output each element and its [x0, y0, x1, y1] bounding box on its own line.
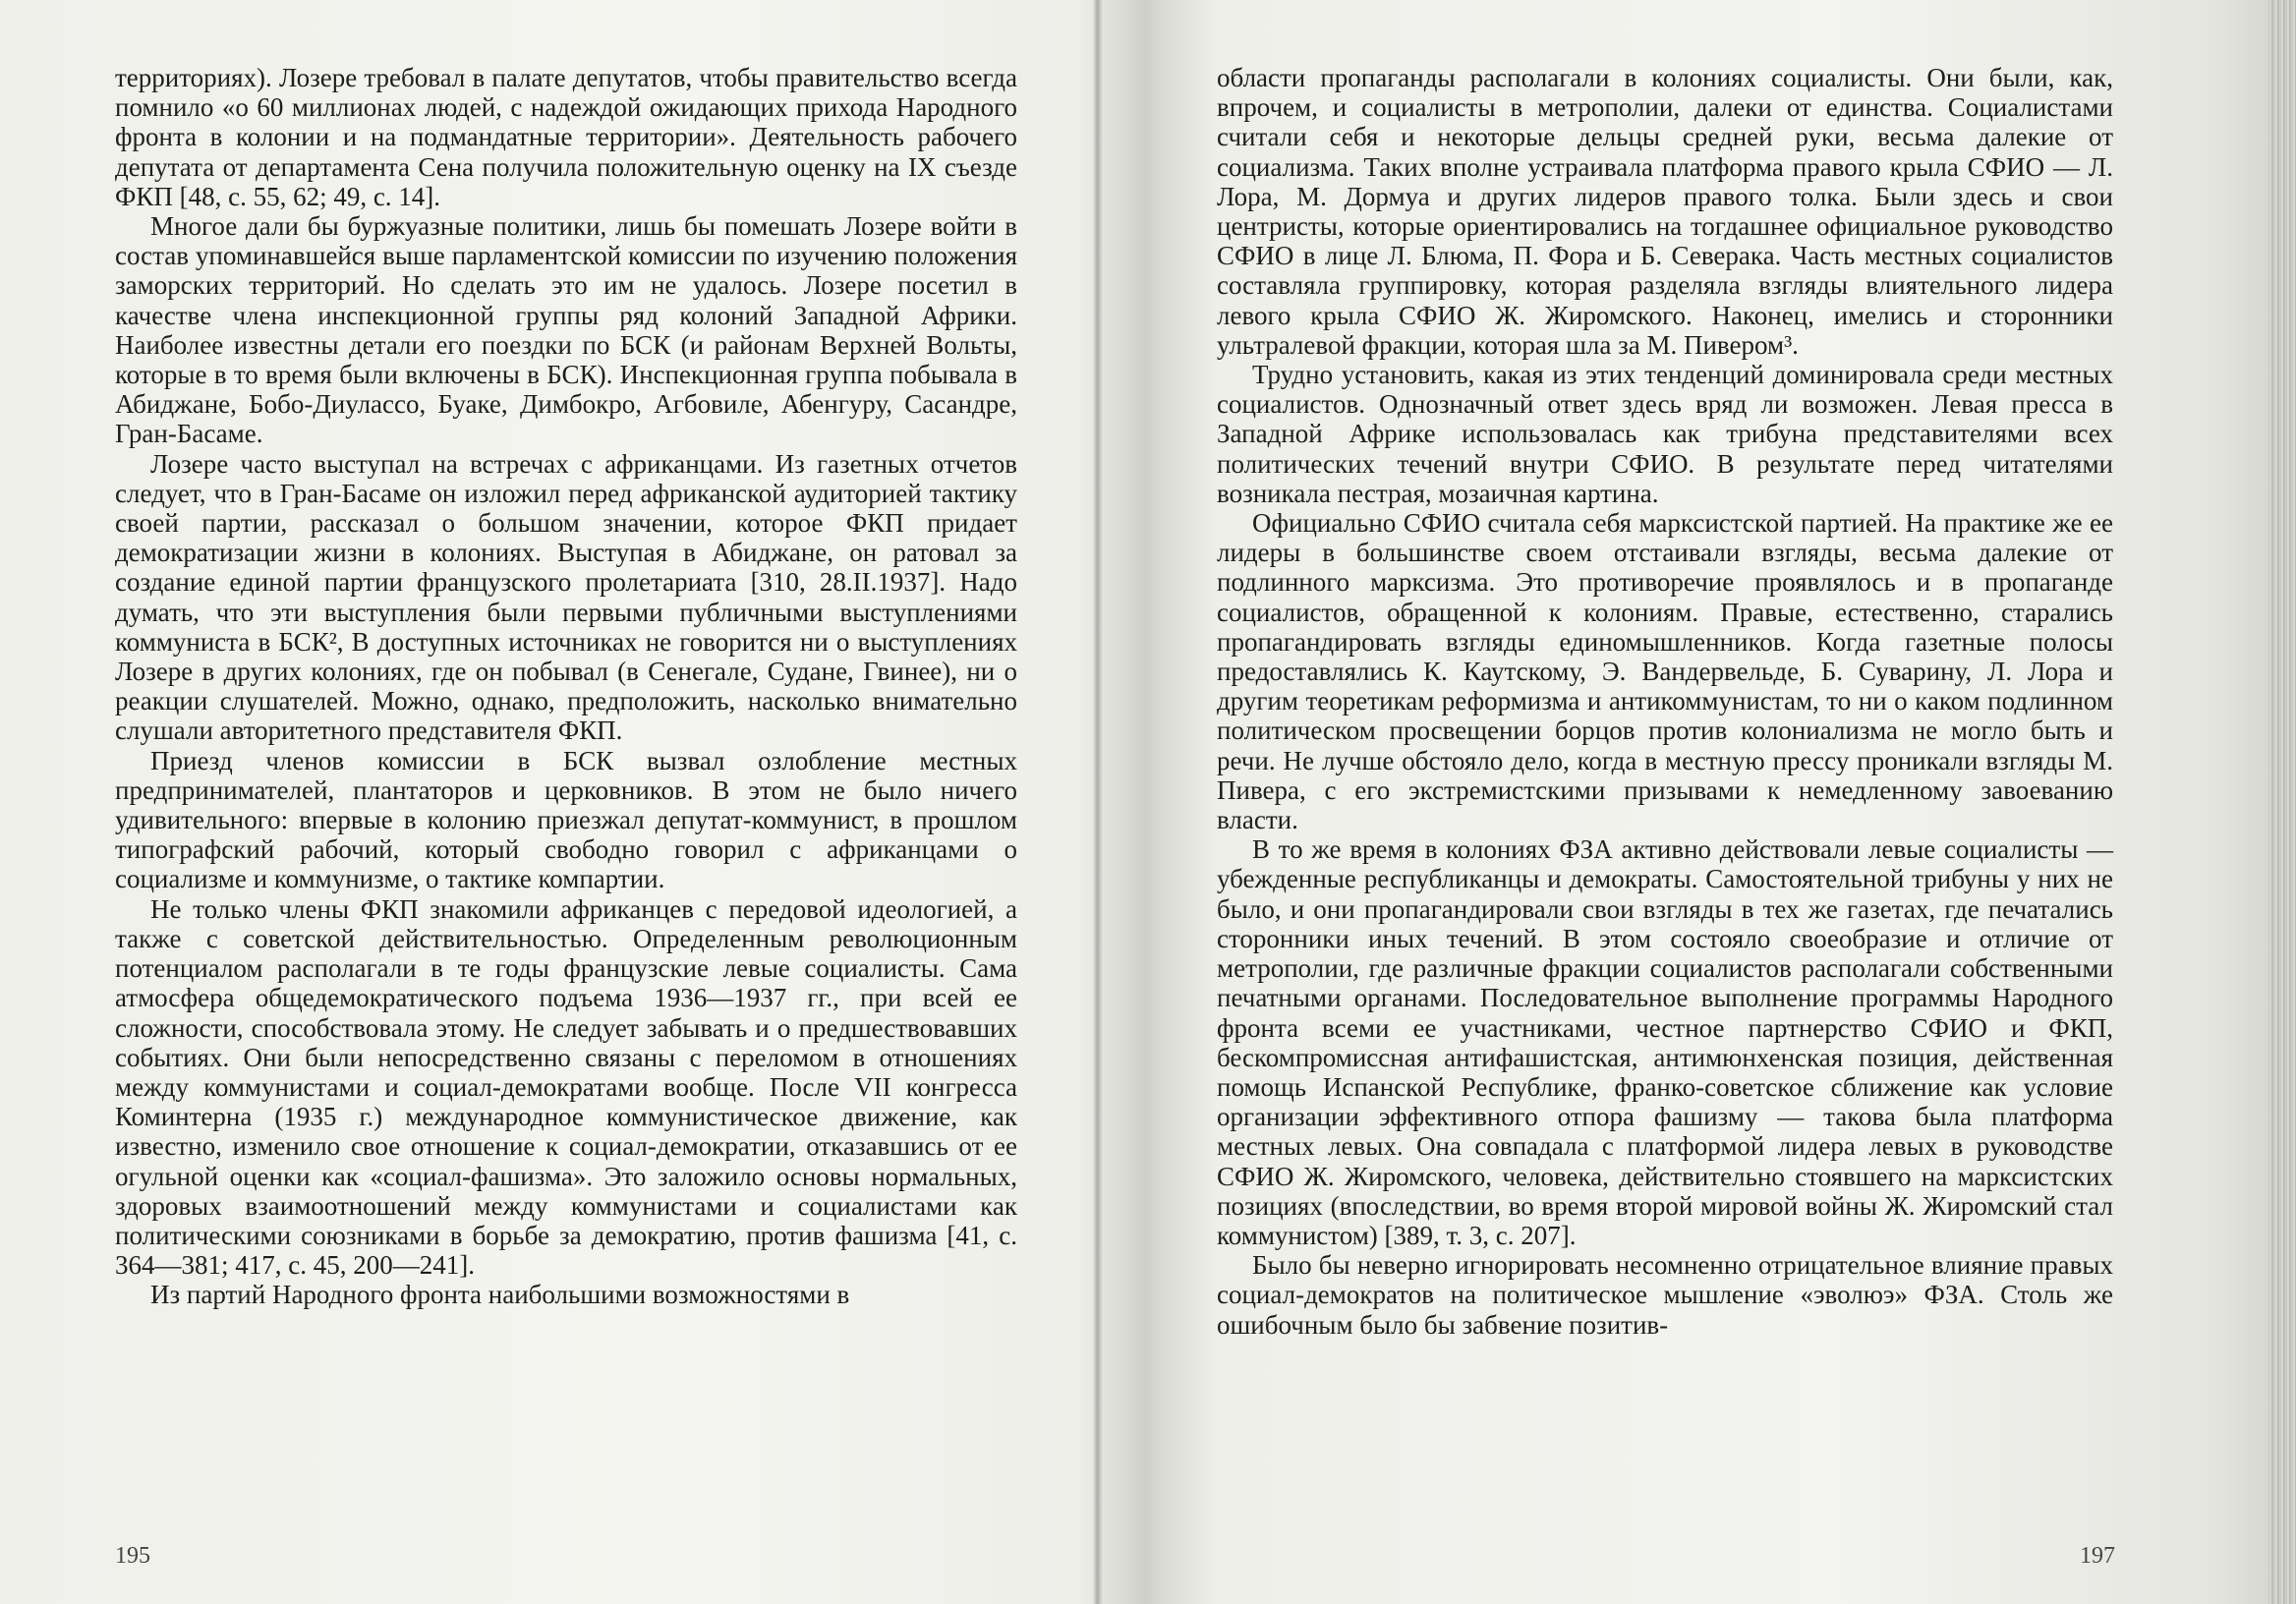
right-paragraph-1: области пропаганды располагали в колониях социалисты. Они были, как, впрочем, и социалисты в метрополии, далеки от единства. Социалистами считали себя и некоторые дельцы средней руки, весьма далекие от социализма. Таких вполне устраивала платформа правого крыла СФИО — Л. Лора, М. Дормуа и других лидеров правого толка. Были здесь и свои центристы, которые ориентировались на тогдашнее официальное руководство СФИО в лице Л. Блюма, П. Фора и Б. Северака. Часть местных социалистов составляла группировку, которая разделяла взгляды влиятельного лидера левого крыла СФИО Ж. Жиромского. Наконец, имелись и сторонники ультралевой фракции, которая шла за М. Пивером³. [1217, 63, 2113, 360]
left-paragraph-3: Лозере часто выступал на встречах с африканцами. Из газетных отчетов следует, что в Гран-Басаме он изложил перед африканской аудиторией тактику своей партии, рассказал о большом значении, которое ФКП придает демократизации жизни в колониях. Выступая в Абиджане, он ратовал за создание единой партии французского пролетариата [310, 28.II.1937]. Надо думать, что эти выступления были первыми публичными выступлениями коммуниста в БСК², В доступных источниках не говорится ни о выступлениях Лозере в других колониях, где он побывал (в Сенегале, Судане, Гвинее), ни о реакции слушателей. Можно, однако, предположить, насколько внимательно слушали авторитетного представителя ФКП. [115, 448, 1017, 746]
left-page-number: 195 [115, 1543, 150, 1569]
right-paragraph-4: В то же время в колониях ФЗА активно действовали левые социалисты — убежденные республиканцы и демократы. Самостоятельной трибуны у них не было, и они пропагандировали свои взгляды в тех же газетах, где печатались сторонники иных течений. В этом состояло своеобразие и отличие от метрополии, где различные фракции социалистов располагали собственными печатными органами. Последовательное выполнение программы Народного фронта всеми ее участниками, честное партнерство СФИО и ФКП, бескомпромиссная антифашистская, антимюнхенская позиция, действенная помощь Испанской Республике, франко-советское сближение как условие организации эффективного отпора фашизму — такова была платформа местных левых. Она совпадала с платформой лидера левых в руководстве СФИО Ж. Жиромского, человека, действительно стоявшего на марксистских позициях (впоследствии, во время второй мировой войны Ж. Жиромский стал коммунистом) [389, т. 3, с. 207]. [1217, 834, 2113, 1250]
book-gutter [1093, 0, 1103, 1604]
right-paragraph-3: Официально СФИО считала себя марксистской партией. На практике же ее лидеры в большинстве своем отстаивали взгляды, весьма далекие от подлинного марксизма. Это противоречие проявлялось и в пропаганде социалистов, обращенной к колониям. Правые, естественно, старались пропагандировать взгляды единомышленников. Когда газетные полосы предоставлялись К. Каутскому, Э. Вандервельде, Б. Суварину, Л. Лора и другим теоретикам реформизма и антикоммунистам, то ни о каком подлинном политическом просвещении борцов против колониализма не могло быть и речи. Не лучше обстояло дело, когда в местную прессу проникали взгляды М. Пивера, с его экстремистскими призывами к немедленному завоеванию власти. [1217, 508, 2113, 835]
right-page-text [1217, 63, 2113, 1340]
right-paragraph-5: Было бы неверно игнорировать несомненно отрицательное влияние правых социал-демократов на политическое мышление «эволюэ» ФЗА. Столь же ошибочным было бы забвение позитив- [1217, 1250, 2113, 1340]
right-page-number: 197 [2080, 1543, 2115, 1569]
page-edges [2268, 0, 2296, 1604]
left-paragraph-6: Из партий Народного фронта наибольшими возможностями в [150, 1280, 850, 1310]
right-paragraph-2: Трудно установить, какая из этих тенденций доминировала среди местных социалистов. Однозначный ответ здесь вряд ли возможен. Левая пресса в Западной Африке использовалась как трибуна представителями всех политических течений внутри СФИО. В результате перед читателями возникала пестрая, мозаичная картина. [1217, 360, 2113, 508]
left-paragraph-1: территориях). Лозере требовал в палате депутатов, чтобы правительство всегда помнило «о 60 миллионах людей, с надеждой ожидающих прихода Народного фронта в колонии и на подмандатные территории». Деятельность рабочего депутата от департамента Сена получила положительную оценку на IX съезде ФКП [48, с. 55, 62; 49, с. 14]. [115, 63, 1017, 211]
left-paragraph-4: Приезд членов комиссии в БСК вызвал озлобление местных предпринимателей, плантаторов и церковников. В этом не было ничего удивительного: впервые в колонию приезжал депутат-коммунист, в прошлом типографский рабочий, который свободно говорил с африканцами о социализме и коммунизме, о тактике компартии. [115, 745, 1017, 894]
left-paragraph-2: Многое дали бы буржуазные политики, лишь бы помешать Лозере войти в состав упоминавшейся выше парламентской комиссии по изучению положения заморских территорий. Но сделать это им не удалось. Лозере посетил в качестве члена инспекционной группы ряд колоний Западной Африки. Наиболее известны детали его поездки по БСК (и районам Верхней Вольты, которые в то время были включены в БСК). Инспекционная группа побывала в Абиджане, Бобо-Диулассо, Буаке, Димбокро, Агбовиле, Абенгуру, Сасандре, Гран-Басаме. [115, 211, 1017, 449]
left-page-text [115, 63, 1017, 1310]
left-paragraph-5: Не только члены ФКП знакомили африканцев с передовой идеологией, а также с советской действительностью. Определенным революционным потенциалом располагали в те годы французские левые социалисты. Сама атмосфера общедемократического подъема 1936—1937 гг., при всей ее сложности, способствовала этому. Не следует забывать и о предшествовавших событиях. Они были непосредственно связаны с переломом в отношениях между коммунистами и социал-демократами вообще. После VII конгресса Коминтерна (1935 г.) международное коммунистическое движение, как известно, изменило свое отношение к социал-демократии, отказавшись от ее огульной оценки как «социал-фашизма». Это заложило основы нормальных, здоровых взаимоотношений между коммунистами и социалистами как политическими союзниками в борьбе за демократию, против фашизма [41, с. 364—381; 417, с. 45, 200—241]. [115, 893, 1017, 1281]
